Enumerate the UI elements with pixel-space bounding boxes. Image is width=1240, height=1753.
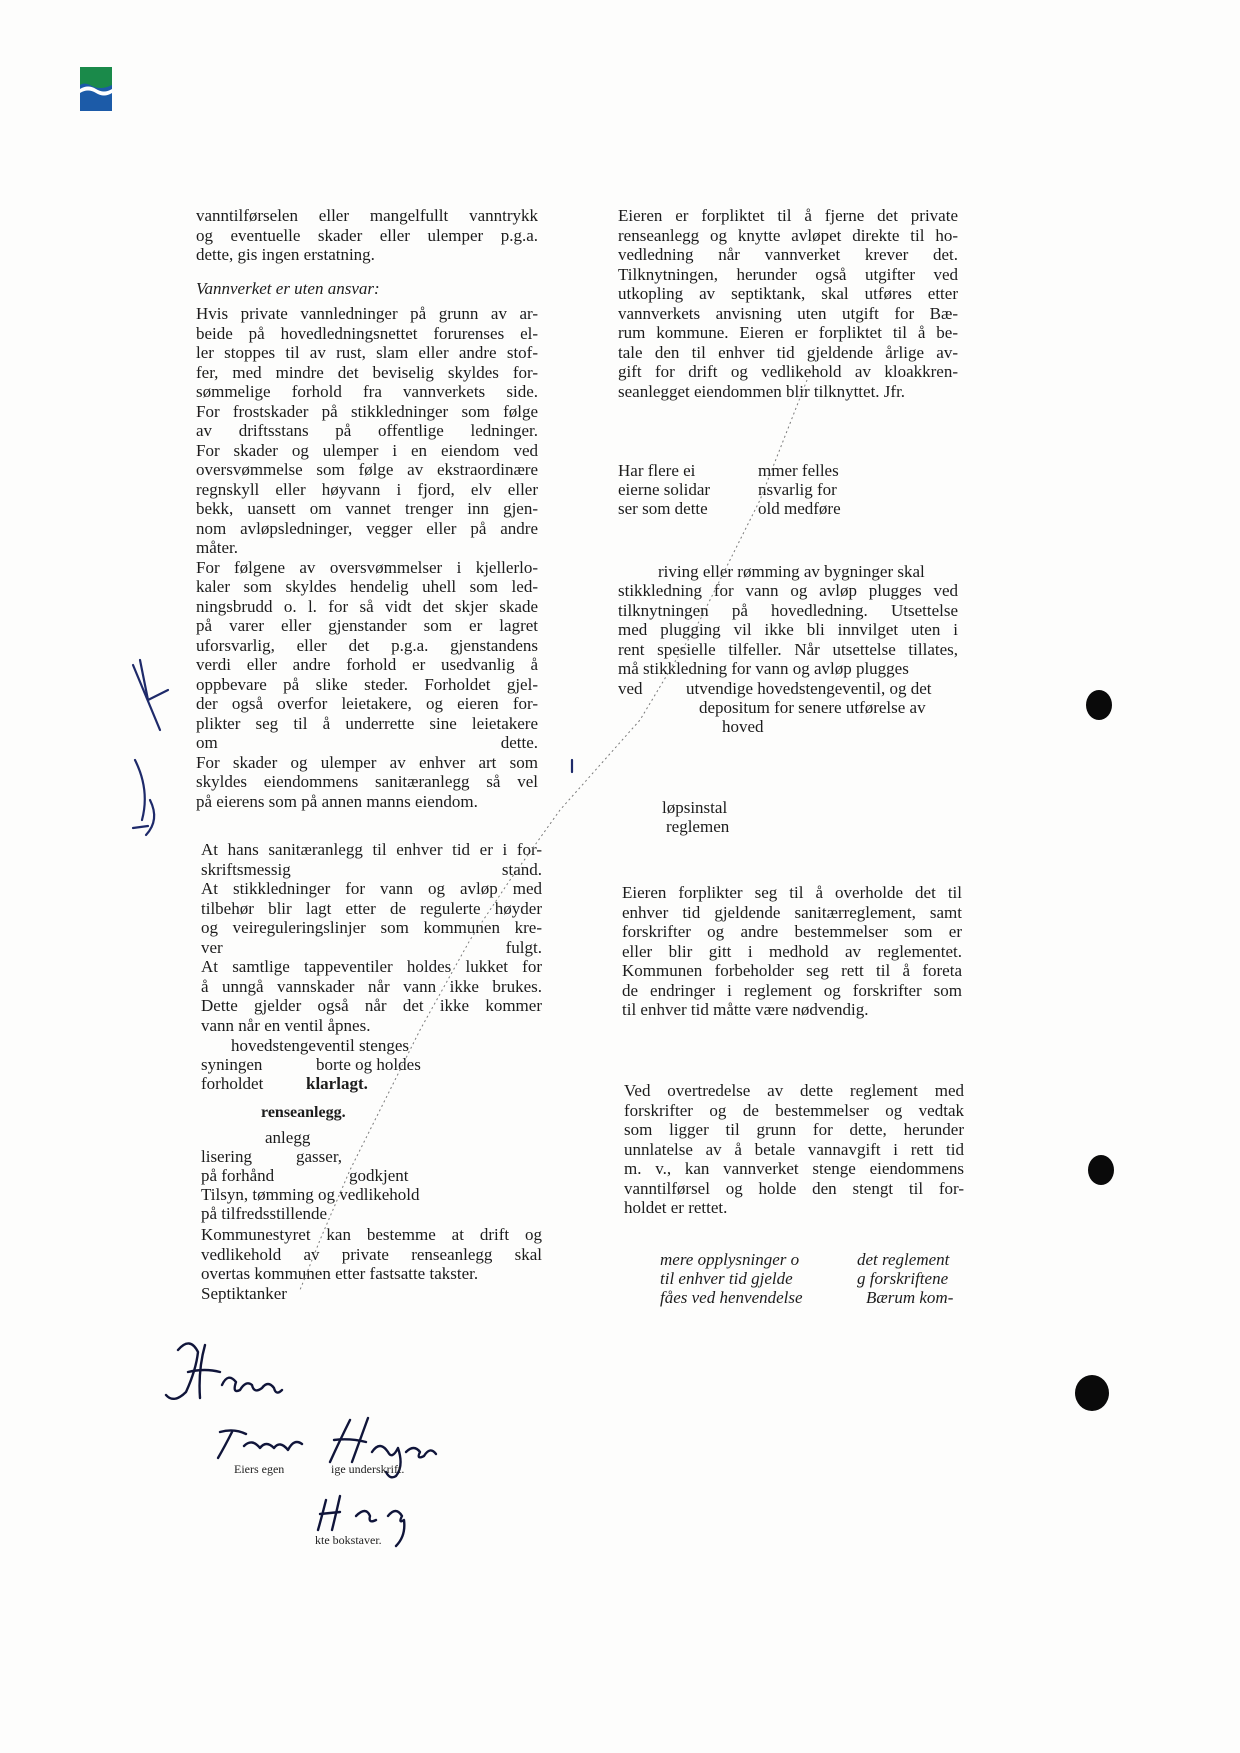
text-line: og eventuelle skader eller ulemper p.g.a. [196, 225, 538, 245]
text-line: overtas kommunen etter fastsatte takster. [201, 1264, 479, 1283]
text-line: verdi eller andre forhold er usedvanlig å [196, 655, 538, 674]
text-line: tale den til enhver tid gjeldende årlige av- [618, 342, 958, 362]
left-frag-hovedstengeventil: hovedstengeventil stenges [231, 1036, 409, 1055]
right-italic-b-1: det reglement [857, 1250, 950, 1269]
text-line: forskrifter og de bestemmelser og vedtak [624, 1100, 964, 1120]
right-frag-lop-2: reglemen [666, 817, 730, 836]
right-p2-utvendige: utvendige hovedstengeventil, og det [686, 679, 932, 698]
right-italic-a-1: mere opplysninger o [660, 1250, 800, 1269]
right-italic-b-2: g forskriftene [857, 1269, 949, 1288]
text-line: Tilknytningen, herunder også utgifter ved [618, 264, 958, 284]
right-p2-hoved: hoved [722, 717, 764, 736]
right-frag-b-3: old medføre [758, 499, 841, 518]
text-line: beide på hovedledningsnettet forurenses el- [196, 323, 538, 343]
left-frag-tilfreds: på tilfredsstillende [201, 1204, 328, 1223]
text-line: de endringer i reglement og forskrifter som [622, 980, 962, 1000]
text-line: må stikkledning for vann og avløp plugges [618, 659, 909, 678]
left-frag-klarlagt: klarlagt. [306, 1074, 368, 1093]
text-line: rent spesielle tilfeller. Når utsettelse tillates, [618, 639, 958, 659]
right-italic-a-3: fåes ved henvendelse [660, 1288, 803, 1307]
text-line: tilknytningen på hovedledning. Utsettelse [618, 600, 958, 620]
text-line: Eieren forplikter seg til å overholde det til [622, 883, 962, 902]
text-line: Hvis private vannledninger på grunn av ar- [196, 304, 538, 323]
text-line: og veireguleringslinjer som kommunen kre- [201, 918, 542, 937]
text-line: vanntilførselen eller mangelfullt vanntrykk [196, 206, 538, 225]
text-line: plikter seg til å underrette sine leietakere [196, 713, 538, 733]
left-frag-godkjent: godkjent [349, 1166, 409, 1185]
text-line: At samtlige tappeventiler holdes lukket for [201, 957, 542, 976]
text-line: ver fulgt. [201, 937, 542, 957]
text-line: skriftsmessig stand. [201, 859, 542, 879]
text-line: unnlatelse av å betale vannavgift i rett tid [624, 1139, 964, 1159]
text-line: vann når en ventil åpnes. [201, 1015, 371, 1035]
text-line: vanntilførsel og holde den stengt til for- [624, 1178, 964, 1198]
text-line: holdet er rettet. [624, 1198, 728, 1217]
signature-label-underskrift: ige underskrift. [331, 1462, 405, 1476]
text-line: renseanlegg og knytte avløpet direkte til ho- [618, 225, 958, 245]
right-italic-a-2: til enhver tid gjelde [660, 1269, 793, 1288]
text-line: dette, gis ingen erstatning. [196, 245, 375, 264]
right-italic-b-3: Bærum kom- [866, 1288, 954, 1307]
text-line: At hans sanitæranlegg til enhver tid er i for- [201, 840, 542, 859]
text-line: enhver tid gjeldende sanitærreglement, samt [622, 902, 962, 922]
right-frag-a-3: ser som dette [618, 499, 708, 518]
right-p2-line-1: riving eller rømming av bygninger skal [658, 562, 925, 581]
left-frag-gasser: gasser, [296, 1147, 343, 1166]
left-frag-renseanlegg: renseanlegg. [261, 1104, 346, 1121]
text-line: Kommunestyret kan bestemme at drift og [201, 1225, 542, 1244]
right-frag-b-2: nsvarlig for [758, 480, 837, 499]
text-line: tilbehør blir lagt etter de regulerte høyder [201, 898, 542, 918]
text-line: regnskyll eller høyvann i fjord, elv eller [196, 479, 538, 499]
left-frag-paforhand: på forhånd [201, 1166, 275, 1185]
text-line: utkopling av septiktank, skal utføres etter [618, 284, 958, 303]
text-line: vannverkets anvisning uten utgift for Bæ- [618, 303, 958, 323]
text-line: oppbevare på slike steder. Forholdet gjel- [196, 674, 538, 694]
text-line: ler stoppes til av rust, slam eller andre stof- [196, 343, 538, 362]
text-line: måter. [196, 538, 239, 557]
text-line: uforsvarlig, eller det p.g.a. gjenstandens [196, 635, 538, 655]
text-line: forskrifter og andre bestemmelser som er [622, 922, 962, 941]
right-frag-b-1: mmer felles [758, 461, 839, 480]
text-line: skyldes eiendommens sanitæranlegg så vel [196, 772, 538, 791]
text-line: av driftsstans på offentlige ledninger. [196, 421, 538, 440]
text-line: sømmelige forhold fra vannverkets side. [196, 382, 538, 401]
right-frag-a-2: eierne solidar [618, 480, 711, 499]
text-line: om dette. [196, 733, 538, 752]
text-line: Ved overtredelse av dette reglement med [624, 1081, 964, 1100]
left-frag-anlegg: anlegg [265, 1128, 311, 1147]
text-line: Dette gjelder også når det ikke kommer [201, 996, 542, 1015]
text-line: til enhver tid måtte være nødvendig. [622, 1000, 869, 1019]
left-frag-septiktanker: Septiktanker [201, 1284, 287, 1303]
text-line: gift for drift og vedlikehold av kloakkren- [618, 362, 958, 381]
text-line: å unngå vannskader når vann ikke brukes. [201, 976, 542, 996]
text-line: stikkledning for vann og avløp plugges ved [618, 581, 958, 600]
left-frag-tilsyn: Tilsyn, tømming og vedlikehold [201, 1185, 420, 1204]
text-line: ningsbrudd o. l. for så vidt det skjer skade [196, 596, 538, 616]
text-line: der også overfor leietakere, og eieren for- [196, 694, 538, 713]
text-line: For skader og ulemper av enhver art som [196, 752, 538, 772]
text-line: seanlegget eiendommen blir tilknyttet. Jfr. [618, 381, 906, 401]
text-line: Eieren er forpliktet til å fjerne det private [618, 206, 958, 225]
text-line: med plugging vil ikke bli innvilget uten i [618, 620, 958, 639]
text-line: fer, med mindre det beviselig skyldes for- [196, 362, 538, 382]
text-line: bekk, uansett om vannet trenger inn gjen- [196, 499, 538, 518]
signature-label-eiers-egen: Eiers egen [234, 1462, 285, 1476]
text-line: Kommunen forbeholder seg rett til å foreta [622, 961, 962, 980]
right-frag-lop-1: løpsinstal [662, 798, 728, 817]
text-line: At stikkledninger for vann og avløp med [201, 879, 542, 898]
text-line: på varer eller gjenstander som er lagret [196, 616, 538, 635]
text-line: For frostskader på stikkledninger som følge [196, 401, 538, 421]
left-frag-forholdet: forholdet [201, 1074, 264, 1093]
text-line: som ligger til grunn for dette, herunder [624, 1120, 964, 1139]
right-p2-depositum: depositum for senere utførelse av [699, 698, 926, 717]
left-frag-borte: borte og holdes [316, 1055, 421, 1074]
text-line: nom avløpsledninger, vegger eller på andre [196, 518, 538, 538]
text-line: kaler som skyldes hendelig uhell som led- [196, 577, 538, 596]
text-line: rum kommune. Eieren er forpliktet til å be- [618, 323, 958, 342]
text-line: m. v., kan vannverket stenge eiendommens [624, 1159, 964, 1178]
text-line: vedlikehold av private renseanlegg skal [201, 1244, 542, 1264]
text-line: oversvømmelse som følge av ekstraordinære [196, 460, 538, 479]
text-line: For følgene av oversvømmelser i kjellerlo- [196, 557, 538, 577]
right-frag-a-1: Har flere ei [618, 461, 696, 480]
text-line: på eierens som på annen manns eiendom. [196, 791, 478, 811]
left-heading: Vannverket er uten ansvar: [196, 279, 380, 298]
text-line: For skader og ulemper i en eiendom ved [196, 440, 538, 460]
text-line: eller blir gitt i medhold av reglementet. [622, 941, 962, 961]
left-frag-syningen: syningen [201, 1055, 263, 1074]
right-p2-ved: ved [618, 679, 643, 698]
text-line: vedledning når vannverket krever det. [618, 245, 958, 264]
left-frag-lisering: lisering [201, 1147, 252, 1166]
signature-label-bokstaver: kte bokstaver. [315, 1533, 382, 1547]
